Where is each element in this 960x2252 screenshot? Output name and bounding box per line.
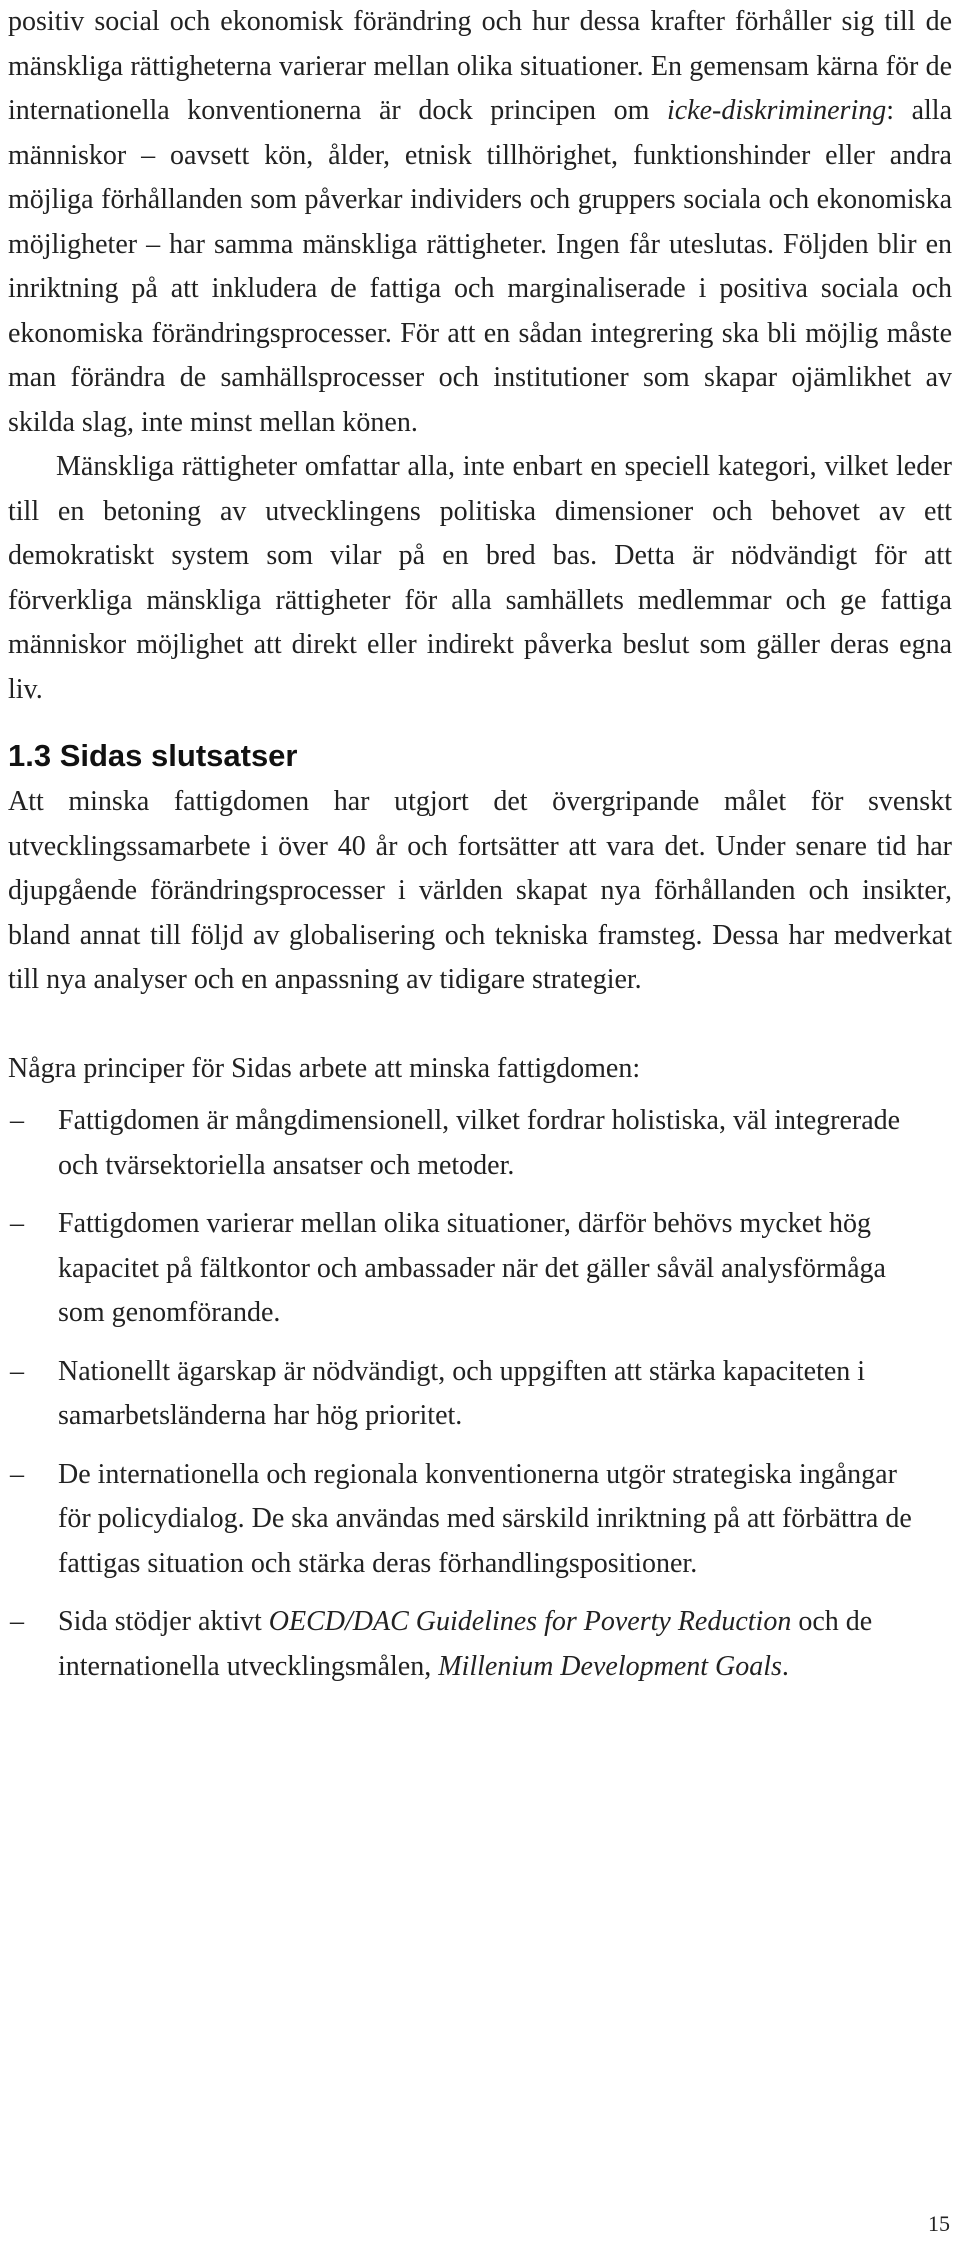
list-item [8, 1453, 952, 1587]
list-item-text: och de internationella utvecklingsmålen, [58, 1606, 873, 1682]
list-item [8, 1099, 952, 1188]
list-item [8, 1202, 952, 1336]
paragraph-sida-conclusions: Att minska fattigdomen har utgjort det övergripande målet för svenskt utvecklingssamarbete i över 40 år och fortsätter att vara det. Under senare tid har djupgående förändringsprocesser i världen skapat nya förhållanden och insikter, bland annat till följd av globalisering och tekniska framsteg. Dessa har medverkat till nya analyser och en anpassning av tidigare strategier. [8, 786, 952, 995]
dash-bullet: – [10, 1355, 24, 1387]
spacer [8, 1003, 952, 1047]
dash-bullet: – [10, 1606, 24, 1637]
page-number: 15 [928, 2211, 950, 2236]
dash-bullet: – [10, 1208, 24, 1239]
document-page [8, 0, 952, 1703]
paragraph-human-rights-principles [8, 0, 952, 445]
section-heading: 1.3 Sidas slutsatser [8, 738, 298, 773]
list-item-text: Fattigdomen är mångdimensionell, vilket fordrar holistiska, väl integrerade och tvärsektoriella ansatser och metoder. [58, 1105, 901, 1181]
emphasized-term: icke-diskriminering [666, 95, 887, 126]
paragraph-text: positiv social och ekonomisk förändring och hur dessa krafter förhåller sig till de mänskliga rättigheterna varierar mellan olika situationer. En gemensam kärna för de internationella konventionerna är dock principen om [8, 6, 952, 126]
guideline-title: OECD/DAC Guidelines for Poverty Reduction [268, 1606, 792, 1637]
list-item [8, 1600, 952, 1689]
paragraph-text: : alla människor – oavsett kön, ålder, etnisk tillhörighet, funktionshinder eller andra möjliga förhållanden som påverkar individers och gruppers sociala och ekonomiska möjligheter – har samma mänskliga rättigheter. Ingen får uteslutas. Följden blir en inriktning på att inkludera de fattiga och marginaliserade i positiva sociala och ekonomiska förändringsprocesser. För att en sådan integrering ska bli möjlig måste man förändra de samhällsprocesser och institutioner som skapar ojämlikhet av skilda slag, inte minst mellan könen. [8, 95, 952, 438]
dash-bullet: – [10, 1458, 24, 1490]
goals-title: Millenium Development Goals [438, 1650, 782, 1682]
principles-intro: Några principer för Sidas arbete att minska fattigdomen: [8, 1052, 641, 1084]
dash-bullet: – [10, 1105, 24, 1136]
principles-list [8, 1099, 952, 1689]
list-item-text: De internationella och regionala konventionerna utgör strategiska ingångar för policydialog. De ska användas med särskild inriktning på att förbättra de fattigas situation och stärka deras förhandlingspositioner. [58, 1458, 912, 1579]
paragraph-human-rights-democracy: Mänskliga rättigheter omfattar alla, inte enbart en speciell kategori, vilket leder till en betoning av utvecklingens politiska dimensioner och behovet av ett demokratiskt system som vilar på en bred bas. Detta är nödvändigt för att förverkliga mänskliga rättigheter för alla samhällets medlemmar och ge fattiga människor möjlighet att direkt eller indirekt påverka beslut som gäller deras egna liv. [8, 451, 952, 705]
list-item-text: . [781, 1650, 789, 1682]
list-item-text: Sida stödjer aktivt [58, 1606, 269, 1637]
list-item [8, 1350, 952, 1439]
list-item-text: Fattigdomen varierar mellan olika situationer, därför behövs mycket hög kapacitet på fältkontor och ambassader när det gäller såväl analysförmåga som genomförande. [58, 1208, 886, 1328]
list-item-text: Nationellt ägarskap är nödvändigt, och uppgiften att stärka kapaciteten i samarbetsländerna har hög prioritet. [58, 1355, 866, 1431]
